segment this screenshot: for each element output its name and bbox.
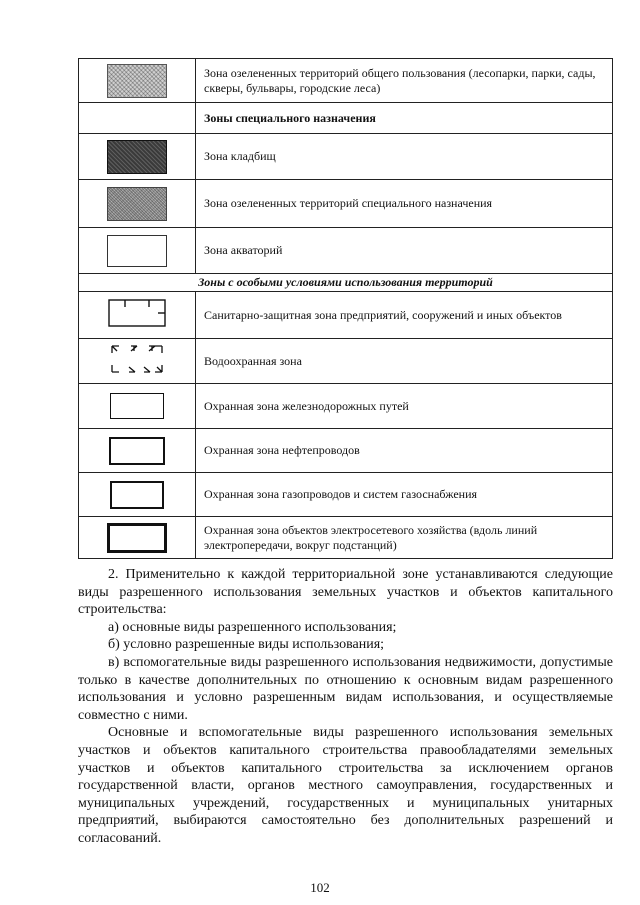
legend-desc-sanitary: Санитарно-защитная зона предприятий, сооружений и иных объектов	[196, 292, 613, 339]
legend-desc-railway: Охранная зона железнодорожных путей	[196, 384, 613, 429]
legend-desc-gas-pipeline: Охранная зона газопроводов и систем газоснабжения	[196, 473, 613, 517]
park-zone-swatch	[107, 64, 167, 98]
legend-desc-water-protection: Водоохранная зона	[196, 339, 613, 384]
legend-row-gas-pipeline	[79, 473, 613, 517]
legend-header-restricted	[79, 274, 613, 292]
special-green-zone-swatch	[107, 187, 167, 221]
legend-row-water-protection	[79, 339, 613, 384]
legend-row-special-green	[79, 180, 613, 228]
legend-row-park	[79, 59, 613, 103]
body-text	[78, 566, 613, 848]
paragraph-2: а) основные виды разрешенного использования;	[108, 619, 397, 635]
paragraph-4: в) вспомогательные виды разрешенного использования недвижимости, допустимые только в качестве дополнительных по отношению к основным видам разрешенного использования и условно разрешенным видам использования, и осуществляемые совместно с ними.	[78, 654, 613, 723]
legend-desc-water: Зона акваторий	[196, 228, 613, 274]
legend-header-special-text: Зоны специального назначения	[196, 103, 613, 134]
legend-row-railway	[79, 384, 613, 429]
page-number: 102	[310, 880, 330, 895]
paragraph-5: Основные и вспомогательные виды разрешенного использования земельных участков и объектов капитального строительства правообладателями земельных участков и объектов капитального строительства за исключением органов государственной власти, органов местного самоуправления, государственных и муниципальных учреждений, государственных и муниципальных унитарных предприятий, выбираются самостоятельно без дополнительных разрешений и согласований.	[78, 725, 613, 846]
paragraph-1: 2. Применительно к каждой территориальной зоне устанавливаются следующие виды разрешенного использования земельных участков и объектов капитального строительства:	[78, 567, 613, 618]
legend-row-sanitary	[79, 292, 613, 339]
legend-header-restricted-text: Зоны с особыми условиями использования территорий	[79, 274, 613, 292]
legend-header-special	[79, 103, 613, 134]
legend-desc-oil-pipeline: Охранная зона нефтепроводов	[196, 429, 613, 473]
legend-desc-park: Зона озелененных территорий общего пользования (лесопарки, парки, сады, скверы, бульвары, городские леса)	[196, 59, 613, 103]
legend-row-cemetery	[79, 134, 613, 180]
oil-pipeline-zone-symbol	[109, 437, 165, 465]
legend-table	[78, 58, 613, 559]
water-protection-zone-symbol	[111, 345, 163, 373]
railway-zone-symbol	[110, 393, 164, 419]
legend-desc-power: Охранная зона объектов электросетевого хозяйства (вдоль линий электропередачи, вокруг подстанций)	[196, 517, 613, 559]
legend-desc-cemetery: Зона кладбищ	[196, 134, 613, 180]
cemetery-zone-swatch	[107, 140, 167, 174]
legend-desc-special-green: Зона озелененных территорий специального назначения	[196, 180, 613, 228]
legend-row-power	[79, 517, 613, 559]
power-zone-symbol	[107, 523, 167, 553]
legend-row-oil-pipeline	[79, 429, 613, 473]
water-zone-swatch	[107, 235, 167, 267]
paragraph-3: б) условно разрешенные виды использования;	[108, 637, 385, 653]
gas-pipeline-zone-symbol	[110, 481, 164, 509]
legend-row-water	[79, 228, 613, 274]
sanitary-zone-symbol	[108, 297, 166, 329]
